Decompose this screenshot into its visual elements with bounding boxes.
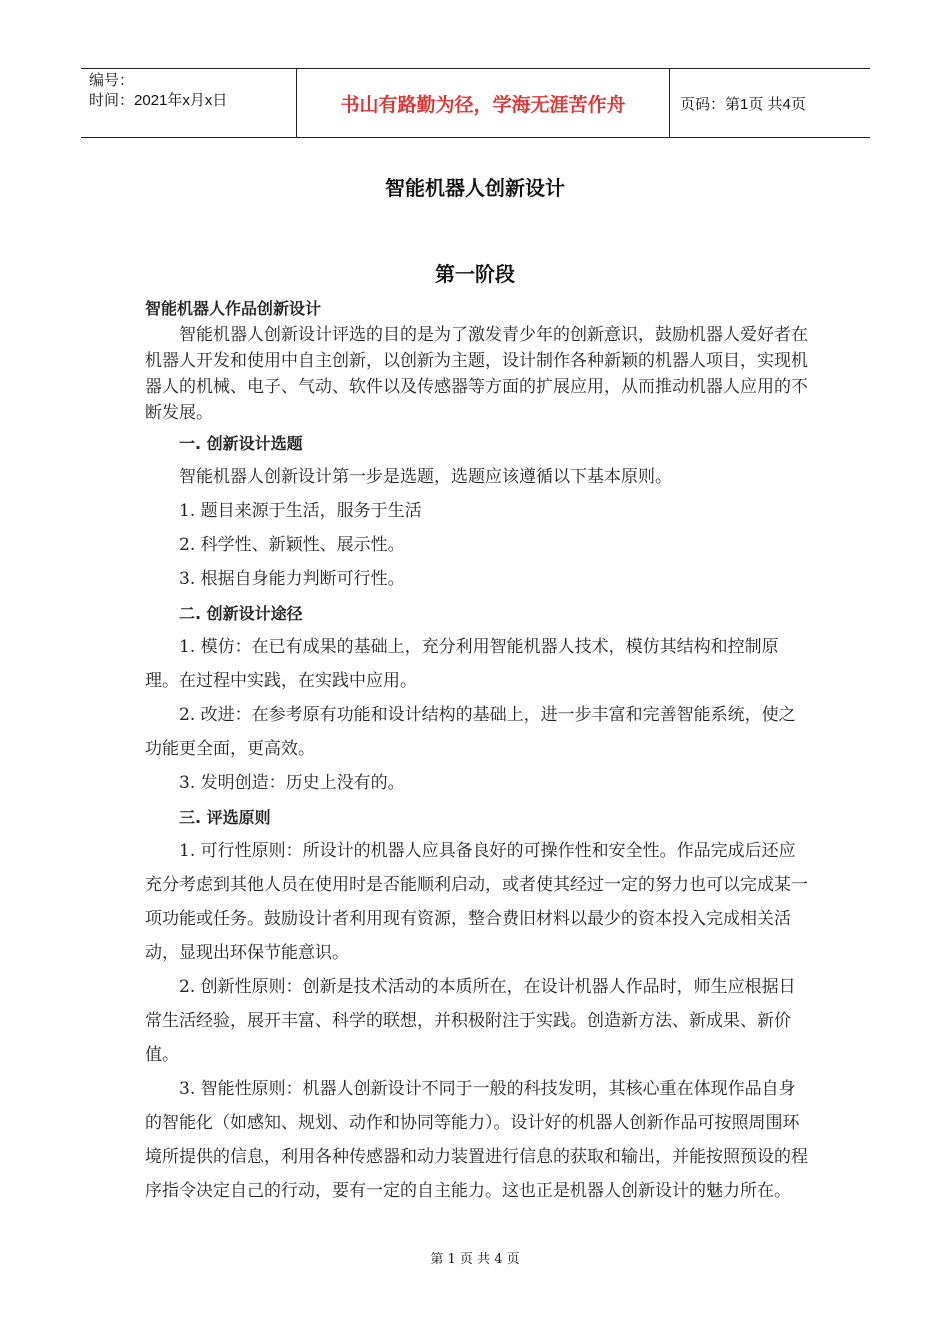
list-item: 2. 改进：在参考原有功能和设计结构的基础上，进一步丰富和完善智能系统，使之功能更全面，更高效。 <box>145 705 796 759</box>
paragraph: 智能机器人创新设计第一步是选题，选题应该遵循以下基本原则。 <box>179 467 672 487</box>
section-subheading: 智能机器人作品创新设计 <box>145 299 322 318</box>
section-heading-criteria: 三. 评选原则 <box>179 808 271 827</box>
list-item: 3. 根据自身能力判断可行性。 <box>179 569 405 589</box>
document-number-label: 编号： <box>89 72 135 89</box>
intro-paragraph: 智能机器人创新设计评选的目的是为了激发青少年的创新意识，鼓励机器人爱好者在机器人开发和使用中自主创新，以创新为主题，设计制作各种新颖的机器人项目，实现机器人的机械、电子、气动、软件以及传感器等方面的扩展应用，从而推动机器人应用的不断发展。 <box>145 325 808 423</box>
list-item: 2. 科学性、新颖性、展示性。 <box>179 535 405 555</box>
list-item: 3. 智能性原则：机器人创新设计不同于一般的科技发明，其核心重在体现作品自身的智能化（如感知、规划、动作和协同等能力）。设计好的机器人创新作品可按照周围环境所提供的信息，利用各种传感器和动力装置进行信息的获取和输出，并能按照预设的程序指令决定自己的行动，要有一定的自主能力。这也正是机器人创新设计的魅力所在。 <box>145 1079 808 1201</box>
document-title: 智能机器人创新设计 <box>385 176 565 200</box>
list-item: 1. 可行性原则：所设计的机器人应具备良好的可操作性和安全性。作品完成后还应充分考虑到其他人员在使用时是否能顺利启动，或者使其经过一定的努力也可以完成某一项功能或任务。鼓励设计者利用现有资源，整合费旧材料以最少的资本投入完成相关活动，显现出环保节能意识。 <box>145 841 808 963</box>
header-table <box>81 68 870 138</box>
document-time-label: 时间：2021年x月x日 <box>89 92 228 109</box>
header-page-info: 页码：第1页 共4页 <box>680 95 806 113</box>
section-heading-approach: 二. 创新设计途径 <box>179 604 303 623</box>
list-item: 1. 模仿：在已有成果的基础上，充分利用智能机器人技术，模仿其结构和控制原理。在过程中实践，在实践中应用。 <box>145 637 779 691</box>
list-item: 1. 题目来源于生活，服务于生活 <box>179 501 422 521</box>
list-item: 3. 发明创造：历史上没有的。 <box>179 773 405 793</box>
document-body <box>145 298 810 1208</box>
page-footer: 第 1 页 共 4 页 <box>430 1252 520 1267</box>
stage-title: 第一阶段 <box>435 262 515 286</box>
list-item: 2. 创新性原则：创新是技术活动的本质所在，在设计机器人作品时，师生应根据日常生活经验，展开丰富、科学的联想，并积极附注于实践。创造新方法、新成果、新价值。 <box>145 977 796 1065</box>
header-motto: 书山有路勤为径，学海无涯苦作舟 <box>297 69 670 137</box>
header-meta <box>81 69 297 137</box>
section-heading-topic: 一. 创新设计选题 <box>179 434 303 453</box>
